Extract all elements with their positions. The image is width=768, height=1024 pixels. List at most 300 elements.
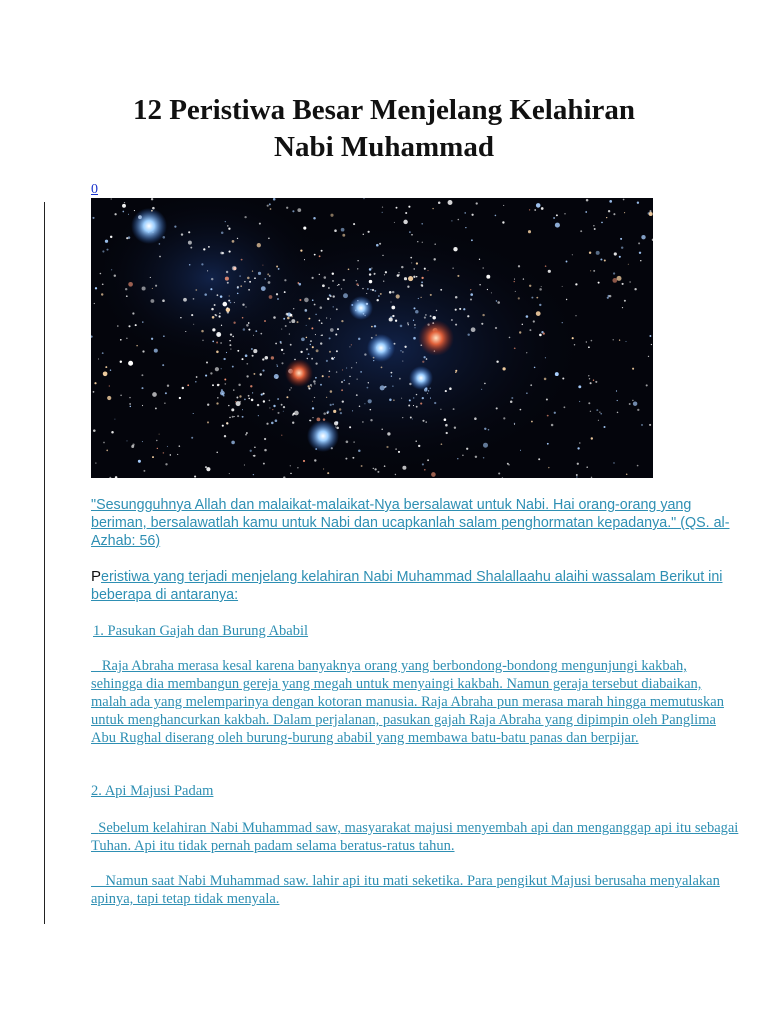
star xyxy=(555,223,560,228)
star xyxy=(128,325,130,327)
star xyxy=(641,235,645,239)
star xyxy=(303,460,305,462)
page-margin-line xyxy=(44,202,45,924)
star xyxy=(308,387,310,389)
star xyxy=(575,283,577,285)
star xyxy=(427,270,428,271)
star xyxy=(319,274,320,275)
star xyxy=(315,377,317,379)
star xyxy=(210,288,212,290)
star xyxy=(471,327,476,332)
star xyxy=(246,375,248,377)
star xyxy=(283,318,285,320)
star xyxy=(195,289,197,291)
star xyxy=(284,279,286,281)
star xyxy=(481,389,482,390)
star xyxy=(216,402,218,404)
star xyxy=(217,294,219,296)
star xyxy=(142,286,146,290)
star xyxy=(224,435,226,437)
star xyxy=(554,412,556,414)
star xyxy=(515,291,516,292)
star xyxy=(107,396,111,400)
star xyxy=(239,401,241,403)
star xyxy=(314,383,315,384)
star xyxy=(401,266,403,268)
star xyxy=(356,362,357,363)
star xyxy=(322,284,325,287)
star xyxy=(315,314,317,316)
star xyxy=(222,393,224,395)
star xyxy=(289,389,290,390)
star xyxy=(179,397,181,399)
star xyxy=(262,370,264,372)
star xyxy=(281,362,283,364)
star xyxy=(514,279,515,280)
star xyxy=(237,350,239,352)
star xyxy=(503,205,504,206)
star xyxy=(207,421,209,423)
star xyxy=(649,335,651,337)
star xyxy=(215,314,217,316)
star xyxy=(299,283,302,286)
star xyxy=(106,450,108,452)
star xyxy=(152,456,154,458)
star xyxy=(289,321,290,322)
star xyxy=(301,337,305,341)
star xyxy=(281,329,282,330)
star xyxy=(625,341,626,342)
star xyxy=(572,254,573,255)
star xyxy=(397,274,400,277)
star xyxy=(356,280,357,281)
star xyxy=(444,418,447,421)
star xyxy=(238,384,240,386)
star xyxy=(234,416,235,417)
star xyxy=(229,417,230,418)
star xyxy=(159,256,161,258)
star xyxy=(201,330,204,333)
star xyxy=(336,371,337,372)
star xyxy=(466,448,468,450)
star xyxy=(400,350,401,351)
star xyxy=(273,198,276,200)
star xyxy=(286,207,288,209)
star xyxy=(231,408,234,411)
star xyxy=(572,337,574,339)
star xyxy=(241,358,243,360)
star xyxy=(606,217,607,218)
star xyxy=(292,422,294,424)
star xyxy=(341,320,343,322)
star xyxy=(220,342,222,344)
star xyxy=(486,275,490,279)
star xyxy=(336,350,338,352)
star xyxy=(398,272,400,274)
star xyxy=(193,413,194,414)
star xyxy=(322,375,324,377)
star xyxy=(252,392,253,393)
star xyxy=(418,298,419,299)
star xyxy=(553,217,555,219)
star xyxy=(353,441,354,442)
star xyxy=(408,324,409,325)
star xyxy=(281,404,283,406)
star xyxy=(598,282,600,284)
star xyxy=(629,403,631,405)
star xyxy=(237,286,239,288)
star xyxy=(424,317,426,319)
star xyxy=(463,308,465,310)
star xyxy=(239,395,241,397)
star xyxy=(315,362,317,364)
star xyxy=(374,290,376,292)
star xyxy=(330,318,331,319)
star xyxy=(378,295,380,297)
star xyxy=(141,387,143,389)
section-2-body-2-link[interactable] xyxy=(91,872,739,908)
star xyxy=(103,442,105,444)
section-2-body-2-text: Namun saat Nabi Muhammad saw. lahir api itu mati seketika. Para pengikut Majusi berusaha menyalakan apinya, tapi tetap tidak menyala. xyxy=(91,873,720,907)
star xyxy=(225,221,226,222)
star xyxy=(651,344,652,345)
star xyxy=(496,300,497,301)
star xyxy=(230,302,232,304)
star xyxy=(370,419,372,421)
star xyxy=(593,270,595,272)
star xyxy=(130,406,132,408)
star xyxy=(257,243,261,247)
star xyxy=(297,321,299,323)
star xyxy=(232,266,237,271)
star xyxy=(224,379,226,381)
star xyxy=(541,286,542,287)
star xyxy=(392,315,394,317)
star xyxy=(491,292,492,293)
star xyxy=(332,272,334,274)
star xyxy=(576,474,578,476)
star xyxy=(306,337,308,339)
star xyxy=(274,374,279,379)
star xyxy=(339,408,341,410)
star xyxy=(234,302,235,303)
star xyxy=(203,248,205,250)
star xyxy=(381,367,383,369)
star xyxy=(413,276,415,278)
star xyxy=(502,221,504,223)
star xyxy=(313,380,316,383)
star xyxy=(134,210,135,211)
star xyxy=(311,386,312,387)
star xyxy=(451,319,453,321)
star xyxy=(507,463,509,465)
star xyxy=(471,239,473,241)
star xyxy=(459,308,461,310)
star xyxy=(588,346,590,348)
star xyxy=(398,451,400,453)
star xyxy=(248,289,250,291)
star xyxy=(155,407,157,409)
star xyxy=(250,450,252,452)
star xyxy=(455,324,457,326)
star xyxy=(100,273,102,275)
star xyxy=(293,308,294,309)
star xyxy=(455,370,457,372)
star xyxy=(391,372,393,374)
star xyxy=(640,260,641,261)
star xyxy=(231,441,235,445)
star xyxy=(120,339,122,341)
intro-link-text[interactable]: eristiwa yang terjadi menjelang kelahiran Nabi Muhammad Shalallaahu alaihi wassalam Berikut ini beberapa di antaranya: xyxy=(91,569,723,603)
star xyxy=(252,270,253,271)
star xyxy=(326,360,328,362)
star xyxy=(484,383,486,385)
star xyxy=(562,322,563,323)
star xyxy=(286,396,288,398)
star xyxy=(481,323,483,325)
star xyxy=(93,391,95,393)
star xyxy=(622,307,623,308)
star xyxy=(367,231,369,233)
star xyxy=(262,265,263,266)
star xyxy=(334,229,337,232)
star xyxy=(495,327,497,329)
section-2-body-1-link[interactable] xyxy=(91,819,739,855)
star xyxy=(600,413,602,415)
star xyxy=(470,298,472,300)
star xyxy=(526,315,529,318)
star xyxy=(546,398,548,400)
star xyxy=(361,465,363,467)
star xyxy=(623,199,625,201)
star xyxy=(603,426,605,428)
star xyxy=(616,276,621,281)
star xyxy=(248,322,250,324)
star xyxy=(163,335,165,337)
star xyxy=(496,360,498,362)
section-1-heading-link[interactable]: 1. Pasukan Gajah dan Burung Ababil xyxy=(93,623,309,639)
star xyxy=(424,268,426,270)
star xyxy=(334,357,335,358)
star xyxy=(396,207,398,209)
star xyxy=(430,398,431,399)
star xyxy=(562,286,563,287)
star xyxy=(314,397,315,398)
star xyxy=(94,303,95,304)
star xyxy=(269,203,271,205)
star xyxy=(303,227,306,230)
star xyxy=(248,398,250,400)
star xyxy=(337,328,339,330)
star xyxy=(221,232,224,235)
star xyxy=(247,277,250,280)
star xyxy=(359,406,361,408)
star xyxy=(404,277,407,280)
star xyxy=(189,264,191,266)
star xyxy=(421,297,422,298)
star xyxy=(320,384,322,386)
star xyxy=(426,358,428,360)
star xyxy=(454,427,456,429)
star xyxy=(591,437,593,439)
star xyxy=(150,299,154,303)
star xyxy=(102,250,104,252)
star xyxy=(307,385,309,387)
star xyxy=(228,228,230,230)
star xyxy=(268,238,270,240)
star xyxy=(195,381,197,383)
star xyxy=(483,457,485,459)
star xyxy=(162,299,165,302)
star xyxy=(229,344,231,346)
star xyxy=(392,291,394,293)
star xyxy=(267,273,269,275)
star xyxy=(590,270,591,271)
star xyxy=(128,282,133,287)
star xyxy=(265,278,266,279)
star xyxy=(220,295,223,298)
star xyxy=(509,337,511,339)
star xyxy=(349,376,350,377)
star xyxy=(154,349,158,353)
star xyxy=(539,304,541,306)
star xyxy=(333,306,334,307)
star xyxy=(376,299,378,301)
quran-quote-link[interactable]: "Sesungguhnya Allah dan malaikat-malaikat-Nya bersalawat untuk Nabi. Hai orang-orang yang beriman, bersalawatlah kamu untuk Nabi dan ucapkanlah salam penghormatan kepadanya." (QS. al-Azhab: 56) xyxy=(91,497,730,549)
star xyxy=(436,310,437,311)
star xyxy=(181,233,183,235)
star xyxy=(308,353,310,355)
star xyxy=(452,268,453,269)
star xyxy=(245,354,248,357)
star xyxy=(95,287,97,289)
star xyxy=(413,397,414,398)
star xyxy=(212,341,214,343)
star xyxy=(346,440,349,443)
star xyxy=(457,219,459,221)
star xyxy=(530,384,532,386)
star xyxy=(232,336,234,338)
star xyxy=(216,332,221,337)
star xyxy=(162,364,164,366)
star xyxy=(579,442,580,443)
star xyxy=(634,288,636,290)
star xyxy=(421,281,423,283)
star xyxy=(291,387,292,388)
star xyxy=(409,231,411,233)
star xyxy=(342,369,343,370)
star xyxy=(368,399,372,403)
star xyxy=(290,473,291,474)
star xyxy=(212,316,215,319)
star xyxy=(414,327,415,328)
star xyxy=(300,249,302,251)
star xyxy=(410,417,412,419)
star xyxy=(462,454,464,456)
star xyxy=(120,394,122,396)
star xyxy=(612,278,617,283)
star xyxy=(591,340,593,342)
star xyxy=(411,262,412,263)
star xyxy=(421,277,423,279)
star xyxy=(600,258,602,260)
star xyxy=(259,373,261,375)
star xyxy=(273,405,275,407)
star xyxy=(271,422,274,425)
star xyxy=(377,471,379,473)
star xyxy=(379,243,381,245)
star xyxy=(476,202,478,204)
comment-count-link[interactable]: 0 xyxy=(91,182,98,197)
star xyxy=(263,463,265,465)
star xyxy=(531,297,533,299)
star xyxy=(246,324,249,327)
starfield-image xyxy=(91,198,653,478)
star xyxy=(110,369,111,370)
star xyxy=(321,322,323,324)
star xyxy=(428,390,429,391)
star xyxy=(165,463,167,465)
star xyxy=(273,316,276,319)
star xyxy=(373,468,374,469)
star xyxy=(348,383,350,385)
star xyxy=(102,352,104,354)
star xyxy=(391,306,395,310)
star xyxy=(483,443,488,448)
star xyxy=(432,208,433,209)
star xyxy=(599,412,600,413)
star xyxy=(136,345,138,347)
star xyxy=(637,409,639,411)
star xyxy=(164,402,165,403)
star xyxy=(427,459,429,461)
star xyxy=(142,405,143,406)
star xyxy=(585,211,587,213)
star xyxy=(263,393,265,395)
star xyxy=(649,210,651,212)
star xyxy=(564,213,566,215)
star xyxy=(276,266,278,268)
star xyxy=(394,222,395,223)
section-2-heading-link[interactable]: 2. Api Majusi Padam xyxy=(91,783,214,799)
star xyxy=(470,293,473,296)
star xyxy=(487,289,488,290)
star xyxy=(128,214,129,215)
star xyxy=(386,446,388,448)
star xyxy=(330,404,332,406)
star xyxy=(445,390,447,392)
star xyxy=(545,265,547,267)
section-1-body-link[interactable] xyxy=(91,657,739,747)
star xyxy=(608,210,610,212)
star xyxy=(125,288,127,290)
section-1-body-text: Raja Abraha merasa kesal karena banyaknya orang yang berbondong-bondong mengunjungi kakbah, sehingga dia membangun gereja yang megah untuk menyaingi kakbah. Namun geraja tersebut diabaikan, malah ada yang melemparinya dengan kotoran manusia. Raja Abraha pun merasa marah hingga memutuskan untuk menghancurkan kakbah. Dalam perjalanan, pasukan gajah Raja Abraha yang dipimpin oleh Panglima Abu Rughal diserang oleh burung-burung ababil yang membawa batu-batu panas dan berpijar. xyxy=(91,658,724,746)
star xyxy=(227,282,229,284)
star xyxy=(434,243,436,245)
star xyxy=(358,449,361,452)
star xyxy=(548,467,549,468)
star xyxy=(290,314,293,317)
star xyxy=(471,214,473,216)
star xyxy=(205,375,207,377)
star xyxy=(227,225,229,227)
star xyxy=(306,348,308,350)
star xyxy=(183,298,187,302)
star xyxy=(601,222,603,224)
star xyxy=(269,407,270,408)
star xyxy=(396,294,400,298)
star xyxy=(157,448,158,449)
